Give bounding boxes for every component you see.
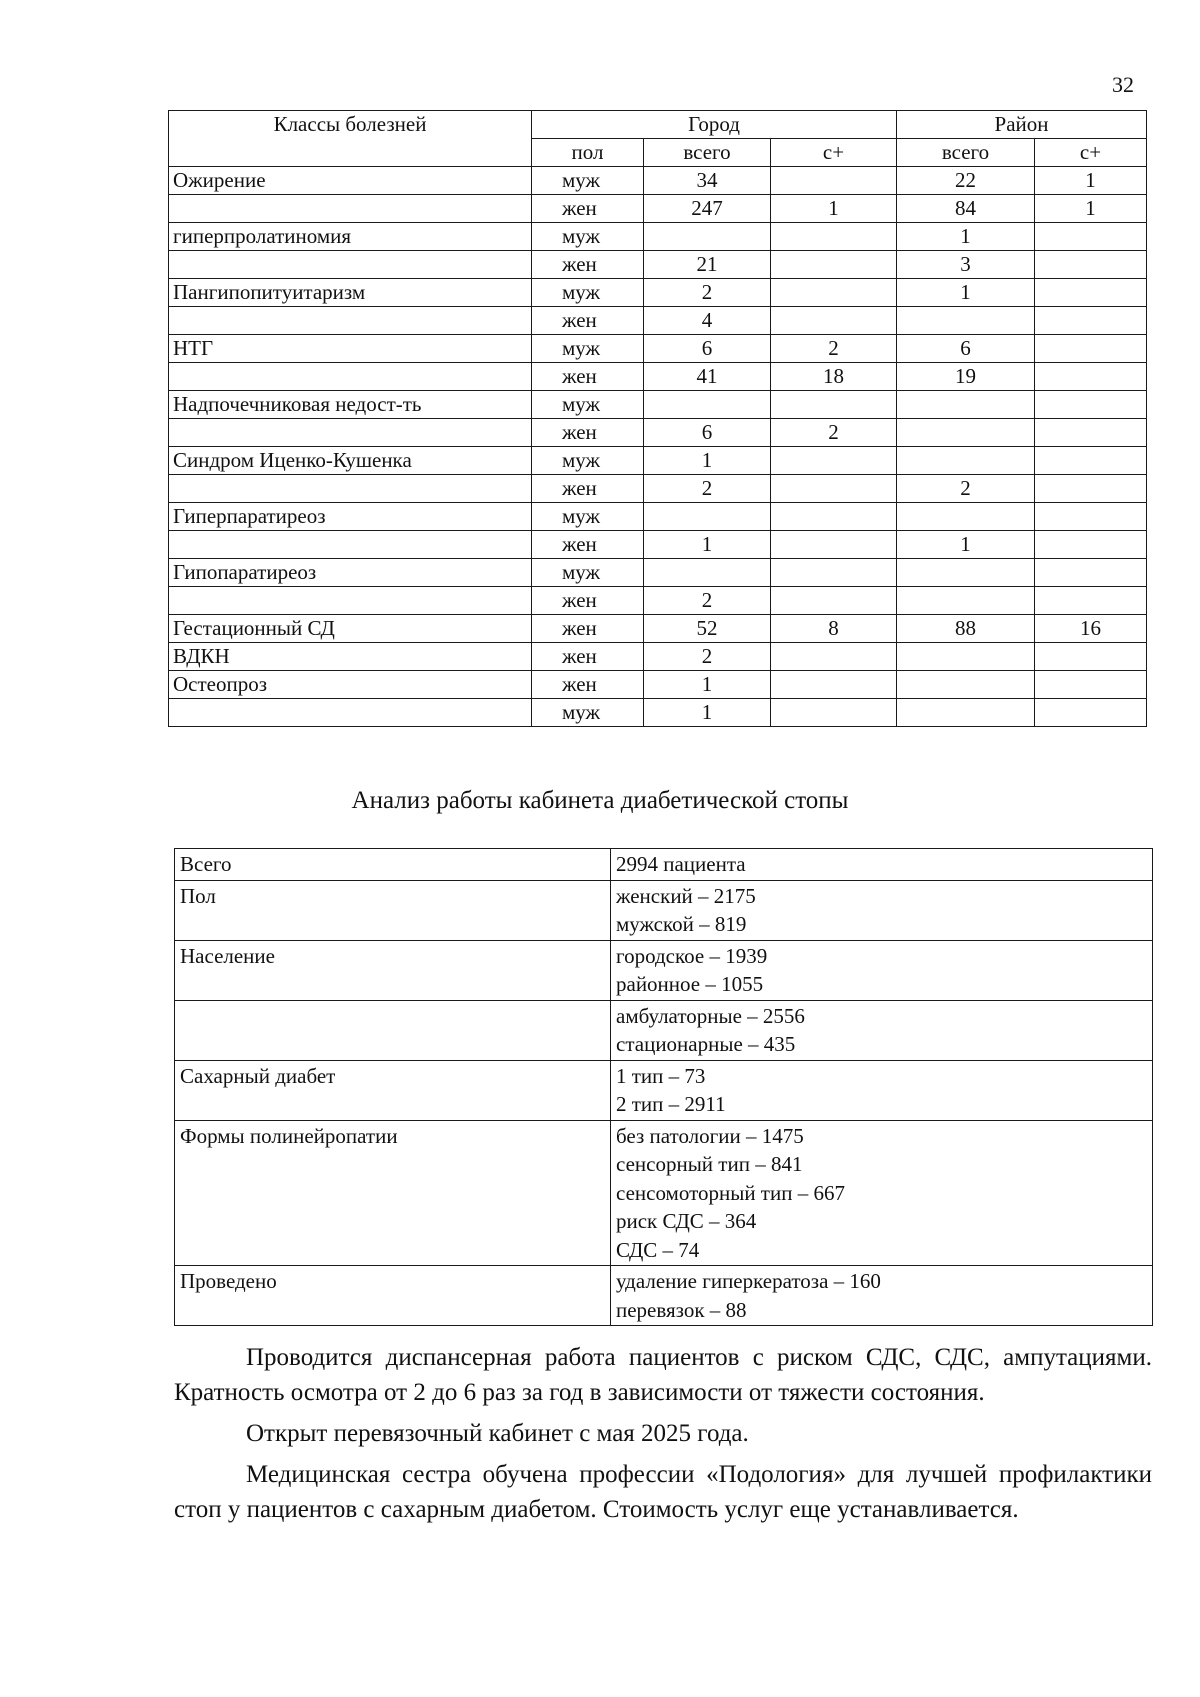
row-values	[611, 849, 1153, 881]
disease-name	[169, 531, 532, 559]
row-values	[611, 880, 1153, 940]
value-line: без патологии – 1475	[616, 1123, 804, 1148]
district-total-cell: 22	[897, 167, 1035, 195]
table-row	[169, 699, 1147, 727]
sex-cell: муж	[532, 391, 644, 419]
table-row	[169, 671, 1147, 699]
disease-name: Надпочечниковая недост-ть	[169, 391, 532, 419]
city-cplus-cell	[771, 671, 897, 699]
district-total-cell: 6	[897, 335, 1035, 363]
city-total-cell: 34	[644, 167, 771, 195]
district-cplus-cell	[1035, 559, 1147, 587]
city-cplus-cell	[771, 279, 897, 307]
district-cplus-cell	[1035, 447, 1147, 475]
district-cplus-cell	[1035, 503, 1147, 531]
table-row	[175, 880, 1153, 940]
city-total-cell: 41	[644, 363, 771, 391]
sex-cell: муж	[532, 559, 644, 587]
disease-name: НТГ	[169, 335, 532, 363]
header-city-cplus: с+	[771, 139, 897, 167]
sex-cell: жен	[532, 195, 644, 223]
table-row	[169, 475, 1147, 503]
table-row	[169, 447, 1147, 475]
district-total-cell	[897, 307, 1035, 335]
district-cplus-cell	[1035, 699, 1147, 727]
row-values	[611, 1060, 1153, 1120]
district-cplus-cell	[1035, 223, 1147, 251]
disease-name	[169, 307, 532, 335]
district-total-cell: 84	[897, 195, 1035, 223]
sex-cell: жен	[532, 615, 644, 643]
city-total-cell	[644, 559, 771, 587]
sex-cell: жен	[532, 307, 644, 335]
table-row	[175, 849, 1153, 881]
district-cplus-cell	[1035, 587, 1147, 615]
row-label: Формы полинейропатии	[175, 1120, 611, 1266]
city-total-cell: 4	[644, 307, 771, 335]
disease-name: Гиперпаратиреоз	[169, 503, 532, 531]
sex-cell: муж	[532, 279, 644, 307]
district-cplus-cell	[1035, 279, 1147, 307]
value-line: 2 тип – 2911	[616, 1092, 726, 1116]
diseases-table	[168, 110, 1147, 727]
city-cplus-cell	[771, 475, 897, 503]
city-cplus-cell	[771, 391, 897, 419]
disease-name	[169, 251, 532, 279]
district-cplus-cell	[1035, 363, 1147, 391]
table-row	[169, 587, 1147, 615]
city-cplus-cell: 2	[771, 335, 897, 363]
district-total-cell	[897, 699, 1035, 727]
city-cplus-cell	[771, 559, 897, 587]
table-row	[169, 643, 1147, 671]
city-total-cell: 2	[644, 279, 771, 307]
sex-cell: жен	[532, 531, 644, 559]
sex-cell: жен	[532, 251, 644, 279]
row-label: Население	[175, 940, 611, 1000]
table-row	[175, 940, 1153, 1000]
row-label: Всего	[175, 849, 611, 881]
header-sex: пол	[532, 139, 644, 167]
disease-name: Синдром Иценко-Кушенка	[169, 447, 532, 475]
body-text	[174, 1340, 1152, 1527]
table-row	[169, 615, 1147, 643]
district-cplus-cell	[1035, 643, 1147, 671]
district-total-cell	[897, 671, 1035, 699]
paragraph: Проводится диспансерная работа пациентов с риском СДС, СДС, ампутациями. Кратность осмотра от 2 до 6 раз за год в зависимости от тяжести состояния.	[174, 1344, 1152, 1406]
disease-name: ВДКН	[169, 643, 532, 671]
table-row	[169, 391, 1147, 419]
table-row	[169, 531, 1147, 559]
sex-cell: жен	[532, 475, 644, 503]
table-row	[169, 419, 1147, 447]
table-row	[175, 1266, 1153, 1326]
table-row	[169, 223, 1147, 251]
table-row	[169, 251, 1147, 279]
city-total-cell: 1	[644, 531, 771, 559]
row-label: Проведено	[175, 1266, 611, 1326]
sex-cell: жен	[532, 419, 644, 447]
district-total-cell	[897, 503, 1035, 531]
disease-name	[169, 587, 532, 615]
city-cplus-cell: 18	[771, 363, 897, 391]
district-total-cell: 19	[897, 363, 1035, 391]
city-cplus-cell: 8	[771, 615, 897, 643]
disease-name: Остеопроз	[169, 671, 532, 699]
city-total-cell	[644, 391, 771, 419]
page-number: 32	[1112, 72, 1134, 97]
district-total-cell: 1	[897, 531, 1035, 559]
row-values	[611, 1120, 1153, 1266]
district-total-cell: 1	[897, 279, 1035, 307]
disease-name: Ожирение	[169, 167, 532, 195]
district-total-cell	[897, 447, 1035, 475]
city-cplus-cell	[771, 307, 897, 335]
analysis-title: Анализ работы кабинета диабетической стопы	[351, 787, 849, 814]
value-line: городское – 1939	[616, 943, 768, 968]
city-cplus-cell	[771, 699, 897, 727]
city-total-cell: 21	[644, 251, 771, 279]
district-total-cell: 88	[897, 615, 1035, 643]
sex-cell: муж	[532, 223, 644, 251]
district-cplus-cell	[1035, 335, 1147, 363]
value-line: сенсомоторный тип – 667	[616, 1180, 845, 1205]
header-district-cplus: с+	[1035, 139, 1147, 167]
row-label: Сахарный диабет	[175, 1060, 611, 1120]
value-line: женский – 2175	[616, 883, 756, 908]
disease-name	[169, 363, 532, 391]
district-cplus-cell	[1035, 307, 1147, 335]
district-cplus-cell	[1035, 251, 1147, 279]
city-total-cell: 6	[644, 419, 771, 447]
city-total-cell: 52	[644, 615, 771, 643]
city-total-cell: 1	[644, 671, 771, 699]
table-row	[169, 559, 1147, 587]
district-total-cell: 1	[897, 223, 1035, 251]
value-line: амбулаторные – 2556	[616, 1003, 805, 1028]
city-cplus-cell	[771, 223, 897, 251]
disease-name: Гестационный СД	[169, 615, 532, 643]
value-line: удаление гиперкератоза – 160	[616, 1269, 881, 1293]
city-total-cell: 1	[644, 699, 771, 727]
sex-cell: муж	[532, 503, 644, 531]
table-row	[175, 1000, 1153, 1060]
city-total-cell: 6	[644, 335, 771, 363]
city-total-cell: 2	[644, 643, 771, 671]
table-row	[169, 363, 1147, 391]
row-label: Пол	[175, 880, 611, 940]
header-district: Район	[897, 111, 1147, 139]
district-cplus-cell	[1035, 531, 1147, 559]
table-row	[169, 167, 1147, 195]
table-row	[169, 503, 1147, 531]
sex-cell: муж	[532, 167, 644, 195]
value-line: 2994 пациента	[616, 852, 746, 876]
table-row	[175, 1120, 1153, 1266]
city-total-cell: 247	[644, 195, 771, 223]
disease-name	[169, 419, 532, 447]
disease-name: гиперпролатиномия	[169, 223, 532, 251]
district-total-cell	[897, 419, 1035, 447]
district-total-cell: 2	[897, 475, 1035, 503]
sex-cell: муж	[532, 335, 644, 363]
city-total-cell	[644, 503, 771, 531]
row-values	[611, 1000, 1153, 1060]
disease-name: Гипопаратиреоз	[169, 559, 532, 587]
paragraph: Медицинская сестра обучена профессии «Подология» для лучшей профилактики стоп у пациентов с сахарным диабетом. Стоимость услуг еще устанавливается.	[174, 1461, 1152, 1523]
table-row	[169, 307, 1147, 335]
district-total-cell	[897, 391, 1035, 419]
disease-name	[169, 195, 532, 223]
value-line: районное – 1055	[616, 972, 764, 996]
header-city-total: всего	[644, 139, 771, 167]
header-city: Город	[532, 111, 897, 139]
district-cplus-cell	[1035, 391, 1147, 419]
district-total-cell	[897, 587, 1035, 615]
district-cplus-cell	[1035, 475, 1147, 503]
district-total-cell	[897, 559, 1035, 587]
sex-cell: жен	[532, 587, 644, 615]
district-cplus-cell	[1035, 419, 1147, 447]
table-row	[175, 1060, 1153, 1120]
city-cplus-cell	[771, 503, 897, 531]
city-total-cell	[644, 223, 771, 251]
city-cplus-cell	[771, 447, 897, 475]
district-total-cell	[897, 643, 1035, 671]
paragraph: Открыт перевязочный кабинет с мая 2025 года.	[246, 1420, 749, 1447]
table-row	[169, 279, 1147, 307]
city-cplus-cell: 2	[771, 419, 897, 447]
city-total-cell: 2	[644, 475, 771, 503]
value-line: перевязок – 88	[616, 1297, 747, 1322]
table-row	[169, 195, 1147, 223]
district-cplus-cell: 1	[1035, 167, 1147, 195]
sex-cell: жен	[532, 363, 644, 391]
header-classes: Классы болезней	[169, 111, 532, 167]
value-line: мужской – 819	[616, 912, 747, 936]
district-cplus-cell: 16	[1035, 615, 1147, 643]
city-cplus-cell	[771, 251, 897, 279]
district-cplus-cell: 1	[1035, 195, 1147, 223]
city-cplus-cell	[771, 167, 897, 195]
row-values	[611, 1266, 1153, 1326]
value-line: стационарные – 435	[616, 1032, 796, 1056]
disease-name: Пангипопитуитаризм	[169, 279, 532, 307]
city-total-cell: 2	[644, 587, 771, 615]
disease-name	[169, 475, 532, 503]
value-line: сенсорный тип – 841	[616, 1152, 803, 1176]
city-cplus-cell	[771, 643, 897, 671]
district-total-cell: 3	[897, 251, 1035, 279]
value-line: риск СДС – 364	[616, 1209, 757, 1233]
header-district-total: всего	[897, 139, 1035, 167]
district-cplus-cell	[1035, 671, 1147, 699]
disease-name	[169, 699, 532, 727]
value-line: СДС – 74	[616, 1237, 700, 1262]
city-cplus-cell	[771, 531, 897, 559]
sex-cell: жен	[532, 643, 644, 671]
value-line: 1 тип – 73	[616, 1063, 706, 1088]
row-values	[611, 940, 1153, 1000]
table-row	[169, 335, 1147, 363]
row-label	[175, 1000, 611, 1060]
city-cplus-cell: 1	[771, 195, 897, 223]
sex-cell: муж	[532, 699, 644, 727]
city-total-cell: 1	[644, 447, 771, 475]
foot-clinic-table	[174, 848, 1153, 1326]
sex-cell: жен	[532, 671, 644, 699]
sex-cell: муж	[532, 447, 644, 475]
city-cplus-cell	[771, 587, 897, 615]
